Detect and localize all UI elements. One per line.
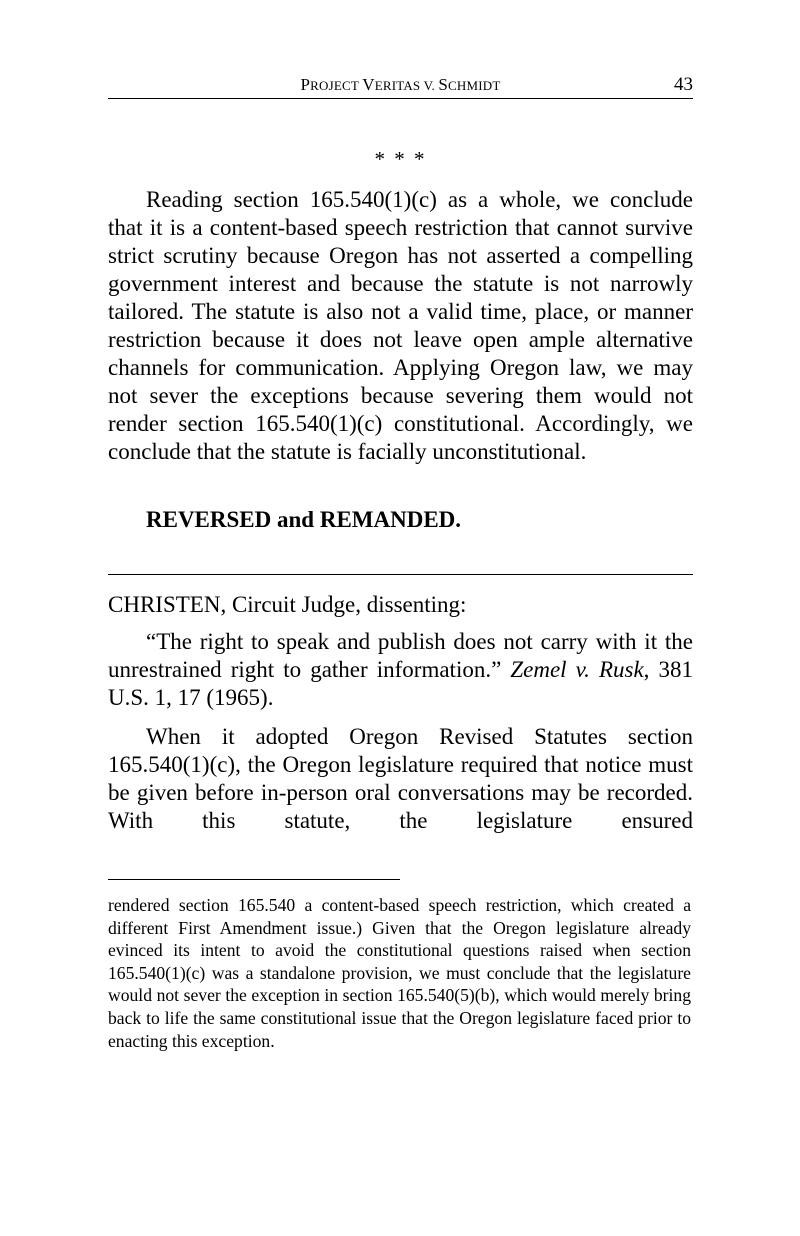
page-number: 43 — [674, 74, 693, 95]
running-head-part-3: CHMIDT — [448, 78, 501, 93]
conclusion-paragraph: Reading section 165.540(1)(c) as a whole, we conclude that it is a content-based speech restriction that cannot survive strict scrutiny because Oregon has not asserted a compelling government interest and because the statute is not narrowly tailored. The statute is also not a valid time, place, or manner restriction because it does not leave open ample alternative channels for communication. Applying Oregon law, we may not sever the exceptions because severing them would not render section 165.540(1)(c) constitutional. Accordingly, we conclude that the statute is facially unconstitutional. — [108, 187, 693, 464]
running-head-initial-s: S — [438, 75, 449, 94]
page-header — [108, 74, 693, 99]
running-head-part-1: ROJECT — [310, 78, 363, 93]
footnote-text: rendered section 165.540 a content-based speech restriction, which created a different First Amendment issue.) Given that the Oregon legislature already evinced its intent to avoid the constitutional questions raised when section 165.540(1)(c) was a standalone provision, we must conclude that the legislature would not sever the exception in section 165.540(5)(b), which would merely bring back to life the same constitutional issue that the Oregon legislature faced prior to enacting this exception. — [108, 895, 691, 1051]
running-head-initial-p: P — [300, 75, 311, 94]
section-break: * * * — [374, 147, 427, 171]
dissent-heading: CHRISTEN, Circuit Judge, dissenting: — [108, 592, 467, 617]
quote-case-name: Zemel v. Rusk — [510, 657, 644, 682]
dissent-paragraph: When it adopted Oregon Revised Statutes section 165.540(1)(c), the Oregon legislature required that notice must be given before in-person oral conversations may be recorded. With this statute, the legislature ensured — [108, 724, 693, 833]
running-head-part-2: ERITAS V. — [374, 78, 439, 93]
dissent-quote-paragraph — [108, 628, 693, 712]
running-head — [108, 74, 693, 97]
running-head-initial-v: V — [362, 75, 375, 94]
disposition: REVERSED and REMANDED. — [146, 507, 462, 532]
dissent-divider — [108, 574, 693, 575]
quote-text: “The right to speak and publish does not carry with it the unrestrained right to gather information.” — [108, 629, 693, 682]
quote-citation: , 381 U.S. 1, 17 (1965). — [108, 657, 693, 710]
footnote-divider — [108, 879, 400, 880]
